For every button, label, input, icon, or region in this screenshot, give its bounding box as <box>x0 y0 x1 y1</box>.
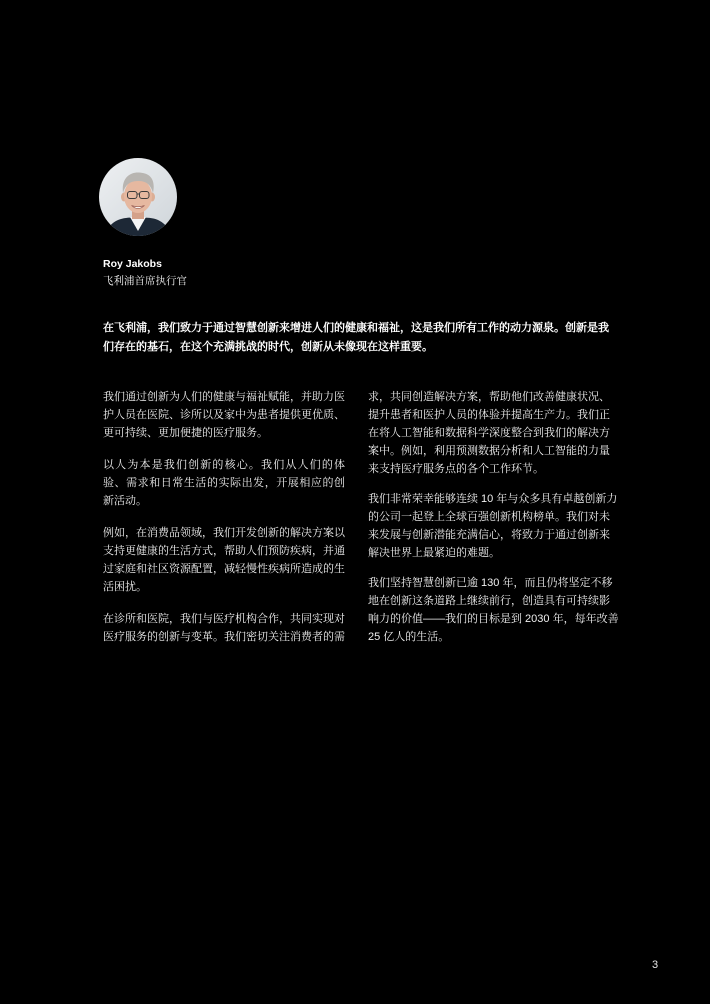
body-line: 我们非常荣幸能够连续 10 年与众多具有卓越创新力 <box>368 493 618 505</box>
body-line: 护人员在医院、诊所以及家中为患者提供更优质、 <box>103 409 345 421</box>
body-paragraph <box>103 456 345 510</box>
body-line: 过家庭和社区资源配置，减轻慢性疾病所造成的生 <box>103 563 345 575</box>
intro-paragraph <box>103 319 607 357</box>
body-line: 医疗服务的创新与变革。我们密切关注消费者的需 <box>103 631 345 643</box>
body-line: 解决世界上最紧迫的难题。 <box>368 547 500 559</box>
body-paragraph <box>368 574 619 646</box>
body-line: 案中。例如，利用预测数据分析和人工智能的力量 <box>368 445 610 457</box>
body-line: 我们坚持智慧创新已逾 130 年，而且仍将坚定不移 <box>368 577 613 589</box>
body-line: 在将人工智能和数据科学深度整合到我们的解决方 <box>368 427 610 439</box>
body-paragraph <box>368 388 608 478</box>
body-paragraph <box>103 610 345 646</box>
body-column-right <box>368 388 619 658</box>
body-line: 提升患者和医护人员的体验并提高生产力。我们正 <box>368 409 610 421</box>
body-line: 我们通过创新为人们的健康与福祉赋能，并助力医 <box>103 391 345 403</box>
body-paragraph <box>103 388 345 442</box>
body-column-left <box>103 388 345 660</box>
body-line: 以人为本是我们创新的核心。我们从人们的体 <box>103 459 345 471</box>
body-line: 例如，在消费品领域，我们开发创新的解决方案以 <box>103 527 345 539</box>
author-name: Roy Jakobs <box>103 258 162 270</box>
author-title: 飞利浦首席执行官 <box>103 275 187 287</box>
body-line: 来支持医疗服务点的各个工作环节。 <box>368 463 544 475</box>
page-number: 3 <box>652 959 659 971</box>
body-line: 求，共同创造解决方案，帮助他们改善健康状况、 <box>368 391 610 403</box>
body-paragraph <box>103 524 345 596</box>
body-line: 更可持续、更加便捷的医疗服务。 <box>103 427 268 439</box>
portrait-photo <box>99 158 177 236</box>
body-line: 验、需求和日常生活的实际出发，开展相应的创 <box>103 477 345 489</box>
intro-line: 在飞利浦，我们致力于通过智慧创新来增进人们的健康和福祉，这是我们所有工作的动力源泉。创新是我 <box>103 322 609 334</box>
body-line: 地在创新这条道路上继续前行，创造具有可持续影 <box>368 595 610 607</box>
body-paragraph <box>368 490 618 562</box>
body-line: 在诊所和医院，我们与医疗机构合作，共同实现对 <box>103 613 345 625</box>
body-line: 的公司一起登上全球百强创新机构榜单。我们对未 <box>368 511 610 523</box>
portrait-photo-image <box>99 158 177 236</box>
body-line: 25 亿人的生活。 <box>368 631 450 643</box>
body-line: 新活动。 <box>103 495 147 507</box>
body-line: 支持更健康的生活方式，帮助人们预防疾病，并通 <box>103 545 345 557</box>
body-line: 响力的价值——我们的目标是到 2030 年，每年改善 <box>368 613 619 625</box>
body-line: 活困扰。 <box>103 581 147 593</box>
intro-line: 们存在的基石，在这个充满挑战的时代，创新从未像现在这样重要。 <box>103 341 433 353</box>
body-line: 来发展与创新潜能充满信心，将致力于通过创新来 <box>368 529 610 541</box>
